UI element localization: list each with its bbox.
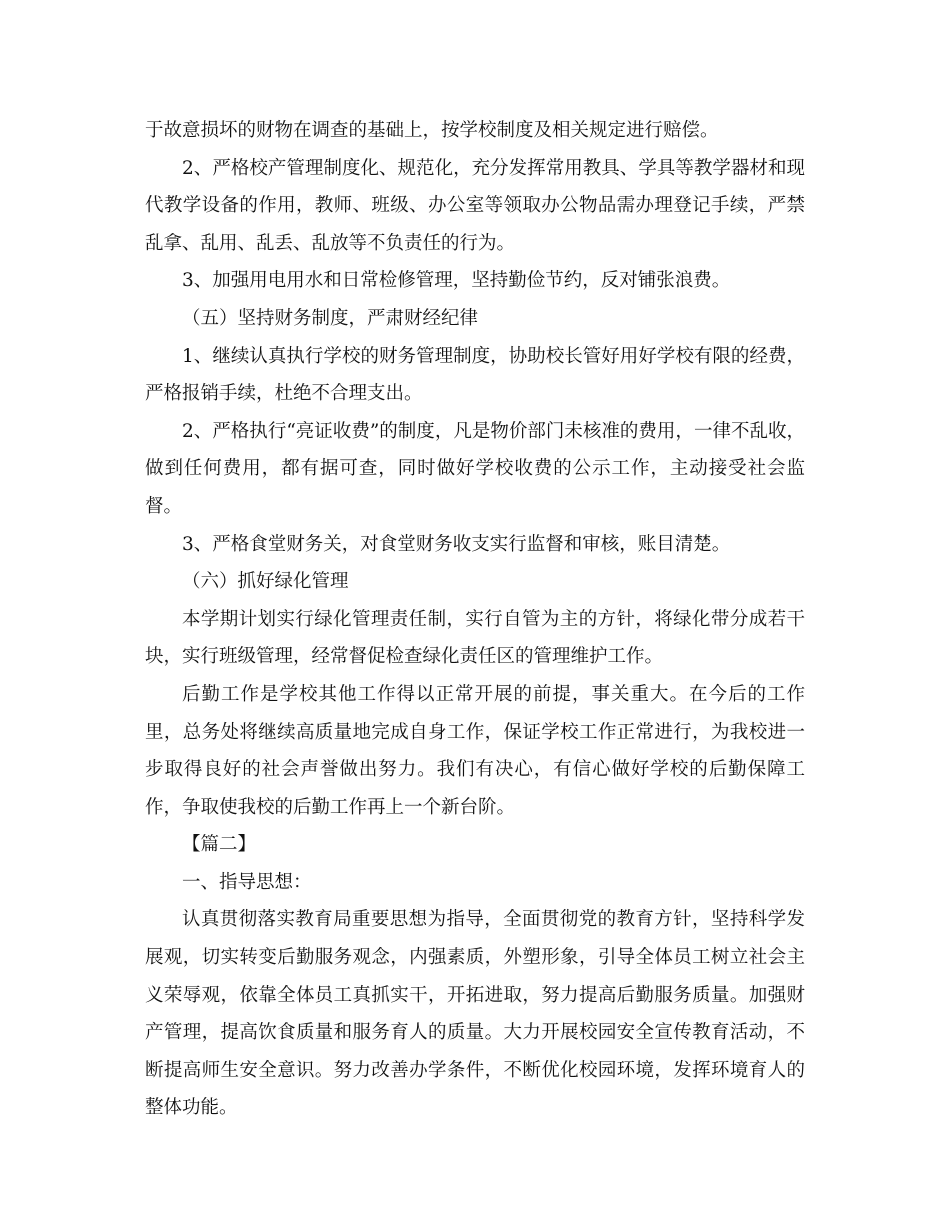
paragraph-guiding-thought: 认真贯彻落实教育局重要思想为指导，全面贯彻党的教育方针，坚持科学发展观，切实转变后勤服务观念，内强素质，外塑形象，引导全体员工树立社会主义荣辱观，依靠全体员工真抓实干，开拓进取，努力提高后勤服务质量。加强财产管理，提高饮食质量和服务育人的质量。大力开展校园安全宣传教育活动，不断提高师生安全意识。努力改善办学条件，不断优化校园环境，发挥环境育人的整体功能。 [145, 909, 805, 1119]
paragraph-finance-system: 1、继续认真执行学校的财务管理制度，协助校长管好用好学校有限的经费，严格报销手续，杜绝不合理支出。 [145, 345, 805, 405]
paragraph-fees: 2、严格执行“亮证收费”的制度，凡是物价部门未核准的费用，一律不乱收，做到任何费用，都有据可查，同时做好学校收费的公示工作，主动接受社会监督。 [145, 420, 805, 517]
section-heading-guiding-thought: 一、指导思想： [182, 871, 312, 893]
paragraph-continuation: 于故意损坏的财物在调查的基础上，按学校制度及相关规定进行赔偿。 [145, 120, 719, 141]
paragraph-conclusion: 后勤工作是学校其他工作得以正常开展的前提，事关重大。在今后的工作里，总务处将继续高质量地完成自身工作，保证学校工作正常进行，为我校进一步取得良好的社会声誉做出努力。我们有决心，有信心做好学校的后勤保障工作，争取使我校的后勤工作再上一个新台阶。 [145, 683, 805, 818]
paragraph-greening: 本学期计划实行绿化管理责任制，实行自管为主的方针，将绿化带分成若干块，实行班级管理，经常督促检查绿化责任区的管理维护工作。 [145, 608, 805, 668]
document-body [145, 112, 805, 1127]
part-heading: 【篇二】 [182, 834, 257, 856]
paragraph-utilities: 3、加强用电用水和日常检修管理，坚持勤俭节约，反对铺张浪费。 [182, 270, 731, 292]
section-heading-greening: （六）抓好绿化管理 [182, 571, 349, 593]
paragraph-canteen: 3、严格食堂财务关，对食堂财务收支实行监督和审核，账目清楚。 [182, 533, 731, 555]
paragraph-asset-management: 2、严格校产管理制度化、规范化，充分发挥常用教具、学具等教学器材和现代教学设备的作用，教师、班级、办公室等领取办公物品需办理登记手续，严禁乱拿、乱用、乱丢、乱放等不负责任的行为。 [145, 157, 805, 254]
section-heading-finance: （五）坚持财务制度，严肃财经纪律 [182, 307, 479, 329]
